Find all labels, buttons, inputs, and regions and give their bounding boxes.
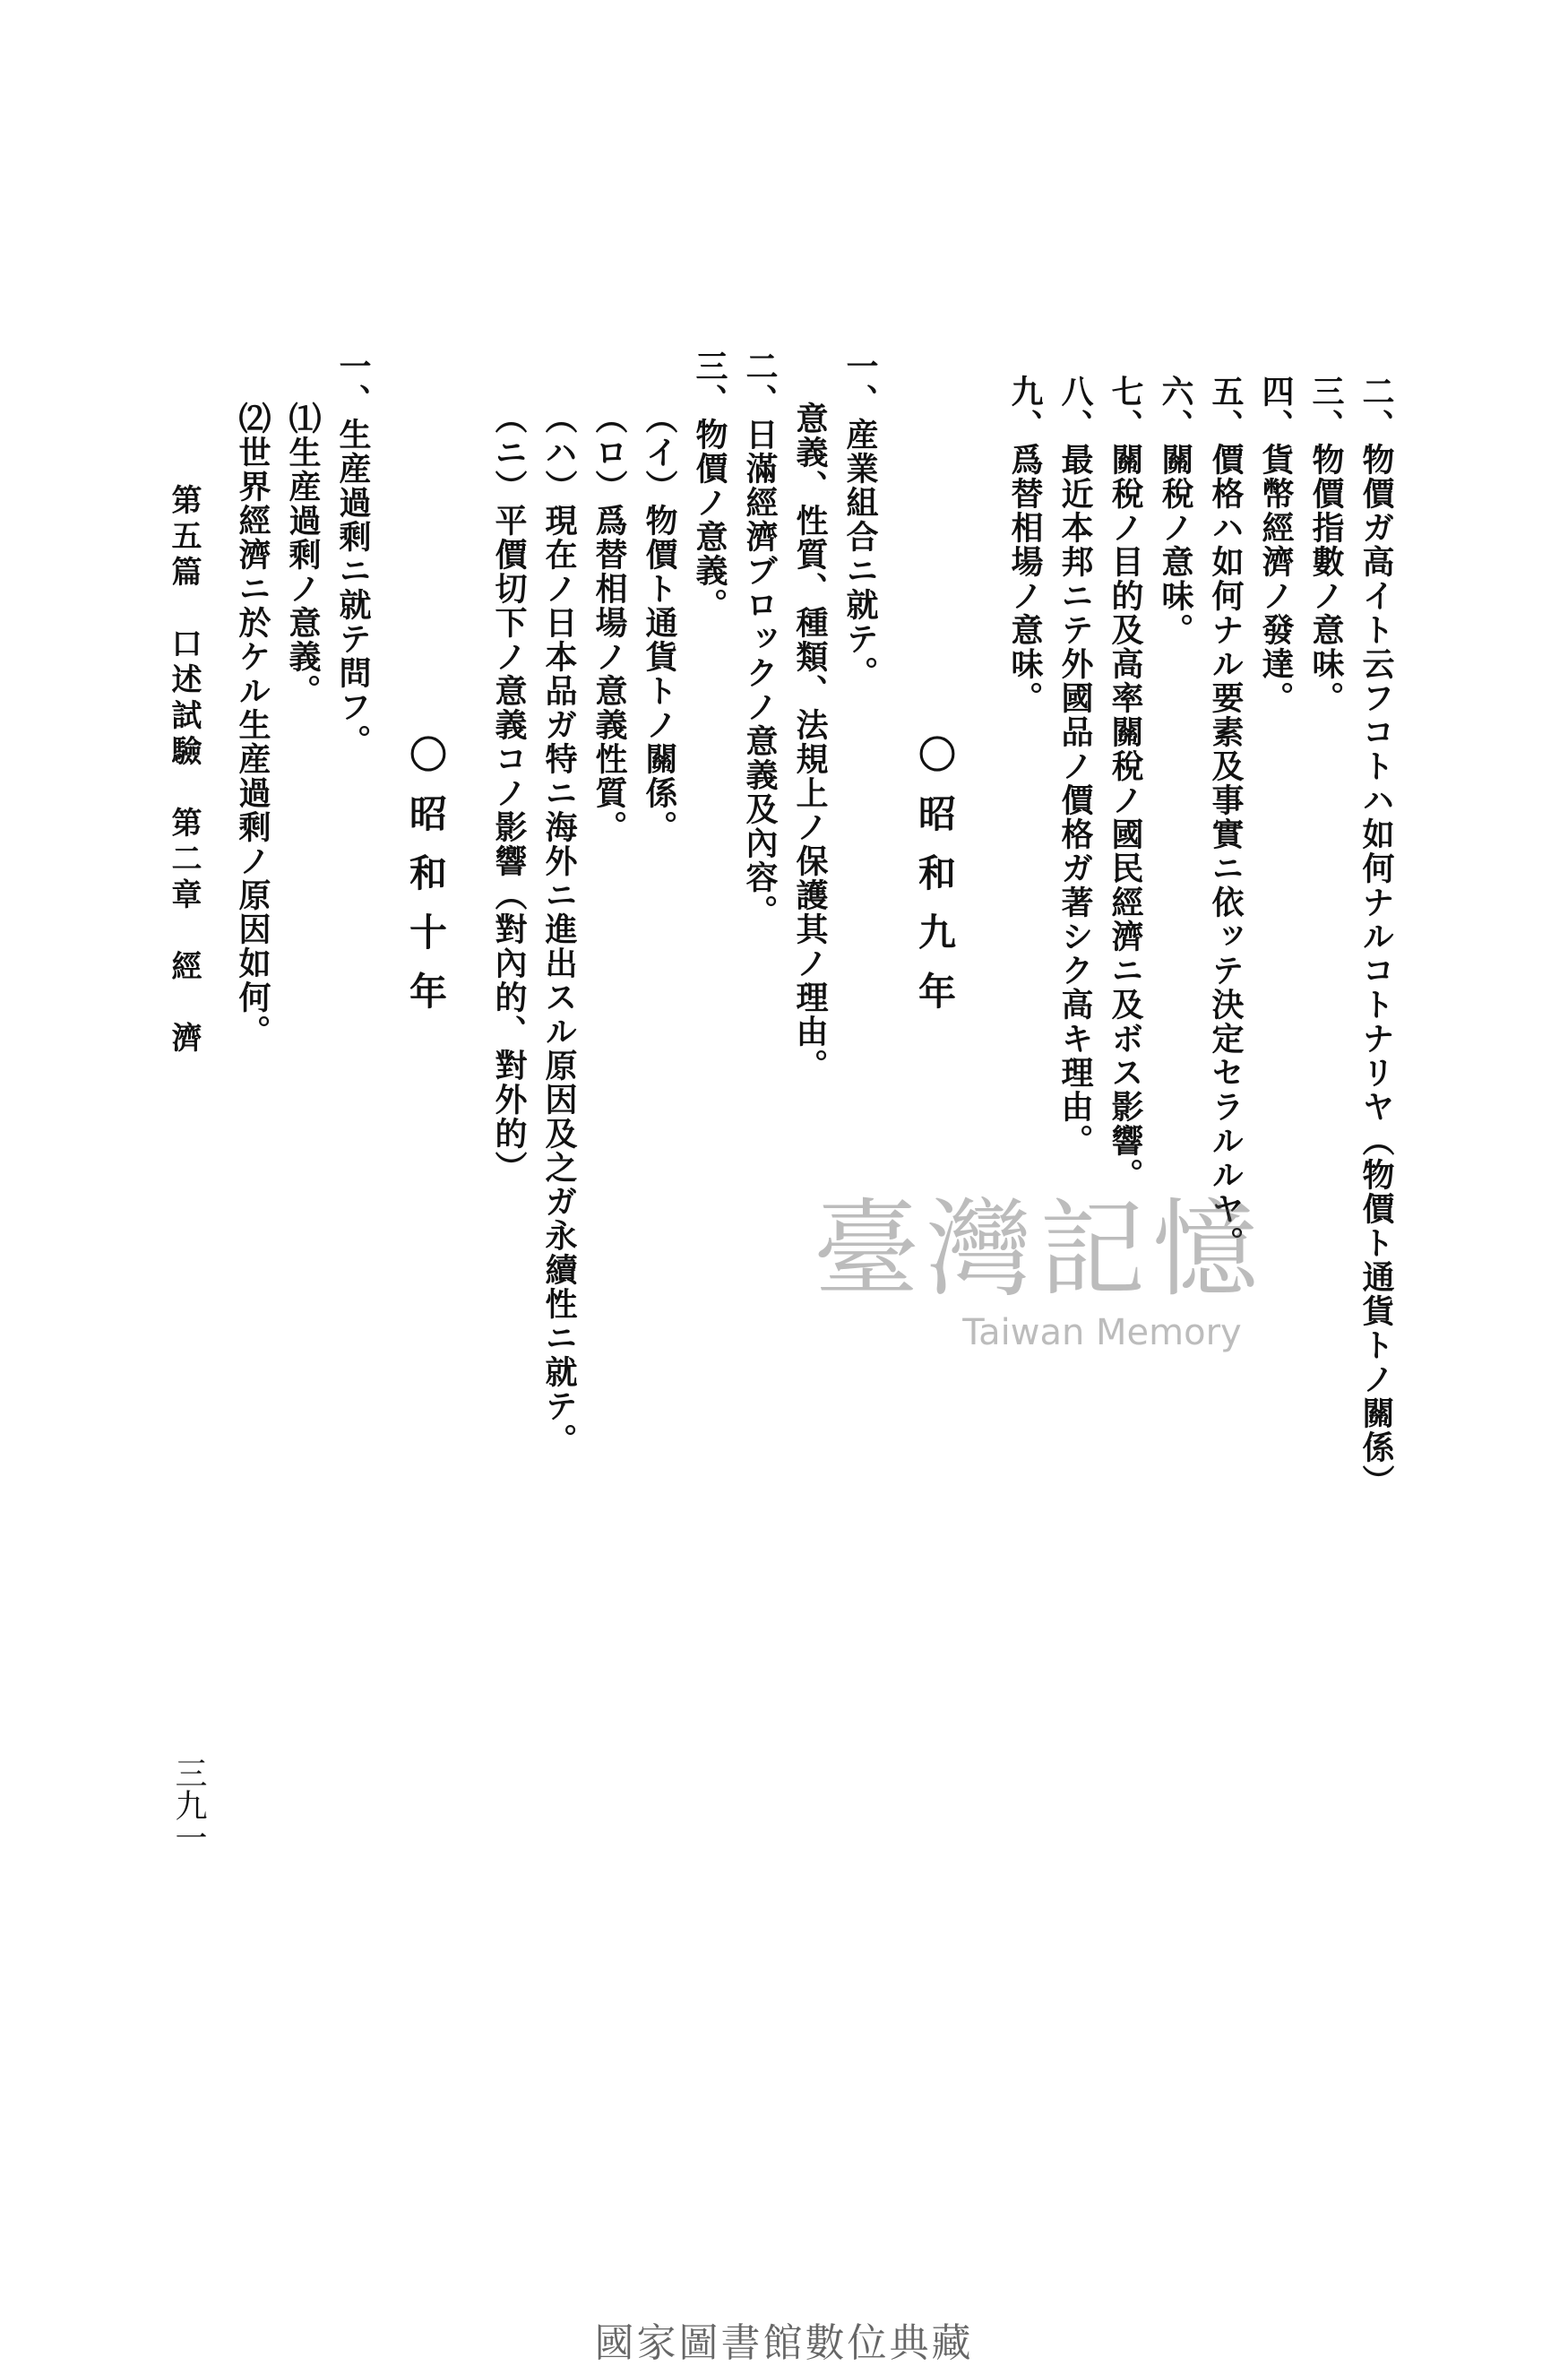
item-line-s9b-6: （ハ）現在ノ日本品ガ特ニ海外ニ進出スル原因及之ガ永續性ニ就テ。 [540,402,578,1457]
item-line-s9b-5: （ロ）爲替相場ノ意義性質。 [590,402,628,844]
item-line-s10-1: ⑴生産過剩ノ意義。 [284,402,322,708]
item-line-s10-0: 一、生産過剩ニ就テ問フ。 [334,350,372,758]
item-line-s9a-0: 二、物價ガ高イト云フコトハ如何ナルコトナリヤ（物價ト通貨トノ關係） [1357,375,1395,1498]
library-credit: 國家圖書館數位典藏 [594,2320,974,2366]
page-number: 三九一 [170,1757,207,1853]
item-line-s9a-3: 五、價格ハ如何ナル要素及事實ニ依ッテ決定セラルルヤ。 [1207,375,1245,1260]
item-line-s9a-4: 六、關稅ノ意味。 [1157,375,1194,647]
heading-showa-9: 〇昭和九年 [913,735,957,1031]
running-footer: 第五篇 口述試驗 第二章 經 濟 [166,484,202,1058]
watermark-logo [780,1188,1299,1398]
item-line-s9a-5: 七、關稅ノ目的及高率關稅ノ國民經濟ニ及ボス影響。 [1107,375,1144,1192]
item-line-s9b-7: （ニ）平價切下ノ意義コノ影響（對內的、對外的） [490,402,528,1185]
watermark-text-en: Taiwan Memory [962,1311,1242,1353]
item-line-s10-2: ⑵世界經濟ニ於ケル生産過剩ノ原因如何。 [234,402,271,1049]
item-line-s9b-2: 二、日滿經濟ブロックノ意義及內容。 [741,350,779,928]
item-line-s9a-2: 四、貨幣經濟ノ發達。 [1257,375,1295,715]
item-line-s9a-7: 九、爲替相場ノ意味。 [1006,375,1044,715]
item-line-s9a-1: 三、物價指數ノ意味。 [1307,375,1345,715]
item-line-s9a-6: 八、最近本邦ニテ外國品ノ價格ガ著シク高キ理由。 [1056,375,1094,1158]
watermark-text-cjk: 臺灣記憶 [813,1188,1265,1311]
item-line-s9b-0: 一、産業組合ニ就テ。 [841,350,879,690]
item-line-s9b-3: 三、物價ノ意義。 [691,350,728,622]
heading-showa-10: 〇昭和十年 [404,735,448,1031]
item-line-s9b-1: 意義、性質、種類、法規上ノ保護其ノ理由。 [791,402,829,1083]
item-line-s9b-4: （イ）物價ト通貨トノ關係。 [641,402,678,844]
